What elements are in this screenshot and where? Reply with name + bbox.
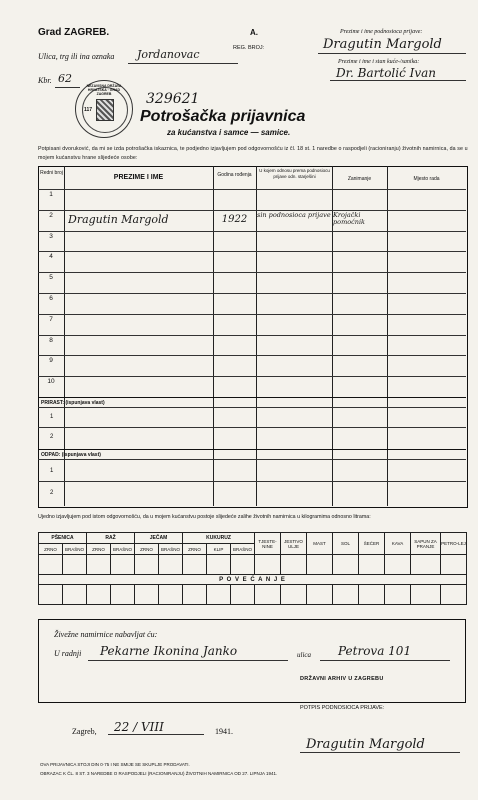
row-year[interactable] [213, 295, 256, 313]
row-relation[interactable] [257, 295, 332, 313]
stock-cell[interactable] [231, 555, 255, 575]
prirast-row-no: 2 [50, 434, 54, 440]
row-relation[interactable] [257, 191, 332, 209]
stock-sub: ZRNO [183, 544, 207, 555]
stock-increase-cell[interactable] [87, 585, 111, 605]
row-relation[interactable] [257, 357, 332, 375]
row-relation[interactable]: sin podnosioca prijave [257, 211, 331, 219]
stock-cell[interactable] [411, 555, 441, 575]
col-header-occupation: Zanimanje [347, 176, 372, 182]
row-occupation[interactable] [333, 378, 388, 396]
row-occupation[interactable] [333, 295, 388, 313]
section-label: A. [250, 28, 258, 37]
row-number: 4 [49, 253, 53, 261]
stock-cell[interactable] [207, 555, 231, 575]
table-row [38, 355, 466, 376]
owner-value[interactable]: Dr. Bartolić Ivan [336, 66, 437, 80]
stock-cell[interactable] [63, 555, 87, 575]
stock-cell[interactable] [281, 555, 307, 575]
table-row [38, 376, 466, 397]
footer-city: Zagreb, [72, 727, 97, 736]
table-row [38, 251, 466, 272]
stock-increase-cell[interactable] [231, 585, 255, 605]
row-relation[interactable] [257, 316, 332, 334]
row-number: 3 [49, 232, 53, 240]
stock-increase-cell[interactable] [307, 585, 333, 605]
col-header-no: Redni broj [40, 170, 63, 176]
row-workplace[interactable] [388, 191, 466, 209]
table-row [38, 335, 466, 356]
stock-increase-cell[interactable] [111, 585, 135, 605]
stock-sub: ZRNO [39, 544, 63, 555]
row-year[interactable] [213, 357, 256, 375]
house-no-label: Kbr. [38, 76, 52, 85]
footer-note-regulation: OBRAZAC K ČL. 8 ST. 3 NAREDBE O RASPODJELI (RACIONIRANJU) ŽIVOTNIH NAMIRNICA OD 27. LIPNJA 1941. [40, 771, 278, 776]
row-name[interactable] [68, 295, 213, 313]
row-number: 9 [49, 357, 53, 365]
street-label: Ulica, trg ili ina oznaka [38, 52, 115, 61]
row-relation[interactable] [257, 337, 332, 355]
owner-label: Prezime i ime i stan kuće-/sanika: [338, 59, 420, 65]
stock-increase-cell[interactable] [359, 585, 385, 605]
stock-cell[interactable] [333, 555, 359, 575]
stock-increase-cell[interactable] [207, 585, 231, 605]
row-year[interactable] [213, 191, 256, 209]
row-workplace[interactable] [388, 357, 466, 375]
row-name[interactable] [68, 253, 213, 271]
stock-header-tjestenine: TJESTE-NINE [255, 533, 281, 555]
row-year[interactable] [213, 337, 256, 355]
city-label: Grad ZAGREB. [38, 27, 110, 38]
odpad-row-no: 1 [50, 468, 54, 474]
table-row [38, 189, 466, 210]
stock-cell[interactable] [87, 555, 111, 575]
stock-header-raz: RAŽ [87, 533, 135, 544]
applicant-label: Prezime i ime podnosioca prijave: [340, 29, 423, 35]
footer-date[interactable]: 22 / VIII [114, 720, 164, 734]
increase-label: P O V E Ć A N J E [39, 575, 467, 585]
row-number: 8 [49, 336, 53, 344]
stock-header-kava: KAVA [385, 533, 411, 555]
row-name[interactable] [68, 337, 213, 355]
stock-sub: BRAŠNO [159, 544, 183, 555]
row-name[interactable] [68, 316, 213, 334]
signature-value[interactable]: Dragutin Margold [306, 737, 425, 752]
house-no-value[interactable]: 62 [58, 72, 72, 85]
row-workplace[interactable] [388, 378, 466, 396]
stock-cell[interactable] [159, 555, 183, 575]
row-relation[interactable] [257, 233, 332, 251]
row-occupation[interactable] [333, 274, 388, 292]
row-year[interactable] [213, 378, 256, 396]
stock-header-psenica: PŠENICA [39, 533, 87, 544]
row-relation[interactable] [257, 253, 332, 271]
form-subtitle: za kućanstva i samce — samice. [167, 128, 291, 137]
archive-stamp: DRŽAVNI ARHIV U ZAGREBU [300, 676, 384, 682]
row-occupation[interactable] [333, 316, 388, 334]
stock-sub: BRAŠNO [63, 544, 87, 555]
odpad-label: ODPAD: (ispunjava vlast) [41, 452, 101, 458]
stock-table [38, 532, 466, 605]
row-name[interactable] [68, 191, 213, 209]
footer-year: 1941. [215, 727, 233, 736]
row-occupation[interactable] [333, 337, 388, 355]
stock-increase-cell[interactable] [411, 585, 441, 605]
row-workplace[interactable] [388, 337, 466, 355]
stock-header-petrolej: PETRO-LEJ [441, 533, 467, 555]
stock-sub: BRAŠNO [111, 544, 135, 555]
stock-sub: KLIP [207, 544, 231, 555]
serial-number: 329621 [146, 91, 200, 107]
stock-increase-cell[interactable] [441, 585, 467, 605]
row-number: 6 [49, 295, 53, 302]
row-number: 7 [49, 315, 53, 323]
row-workplace[interactable] [388, 274, 466, 292]
footer-note-price: OVA PRIJAVNICA STOJI DIN 0·75 I NE SMIJE SE SKUPLJE PRODAVATI. [40, 762, 190, 767]
row-workplace[interactable] [388, 212, 466, 230]
signature-label: POTPIS PODNOSIOCA PRIJAVE: [300, 705, 385, 711]
row-relation[interactable] [257, 378, 332, 396]
coat-of-arms-icon [96, 99, 114, 121]
col-header-relation: U kojem odnosu prema podnosiocu prijave odn. starješini [259, 168, 330, 179]
stock-increase-cell[interactable] [39, 585, 63, 605]
stock-header-kukuruz: KUKURUZ [183, 533, 255, 544]
stock-cell[interactable] [255, 555, 281, 575]
stock-header-mast: MAST [307, 533, 333, 555]
stock-cell[interactable] [183, 555, 207, 575]
row-occupation[interactable] [333, 253, 388, 271]
row-occupation[interactable]: Krojački pomoćnik [333, 211, 365, 226]
stock-header-ulje: JESTIVO ULJE [281, 533, 307, 555]
stock-increase-cell[interactable] [333, 585, 359, 605]
row-occupation[interactable] [333, 191, 388, 209]
row-number: 1 [49, 191, 53, 198]
supply-street-label: ulica [297, 651, 311, 659]
intro-text: Potpisani dvoruković, da mi se izda potrošačka iskaznica, te podjedno izjavljujem pod odgovornošću iz čl. 18 st. 1 naredbe o raspodjeli (racioniranju) životnih namirnica, da se u mojem kućanstvu hrane slijedeće osobe: [38, 146, 468, 161]
stock-increase-cell[interactable] [159, 585, 183, 605]
row-name[interactable]: Dragutin Margold [68, 212, 169, 226]
stock-increase-cell[interactable] [135, 585, 159, 605]
odpad-row-no: 2 [50, 490, 54, 496]
row-year[interactable] [213, 253, 256, 271]
row-year[interactable] [213, 233, 256, 251]
stock-intro: Ujedno izjavljujem pod istom odgovornošću, da u mojem kućanstvu postoje slijedeće zalihe životnih namirnica u kilogramima odnosno litrama: [38, 514, 371, 520]
street-value[interactable]: Jordanovac [137, 48, 200, 61]
stock-increase-cell[interactable] [63, 585, 87, 605]
stock-sub: ZRNO [135, 544, 159, 555]
stock-cell[interactable] [307, 555, 333, 575]
table-row [38, 272, 466, 293]
shop-label: U radnji [54, 649, 82, 658]
stock-header-sapun: SAPUN ZA PRANJE [411, 533, 441, 555]
stock-increase-cell[interactable] [281, 585, 307, 605]
stock-increase-cell[interactable] [385, 585, 411, 605]
col-header-workplace: Mjesto rada [413, 176, 440, 182]
table-row [38, 231, 466, 252]
table-row [38, 210, 466, 231]
row-name[interactable] [68, 274, 213, 292]
stock-cell[interactable] [111, 555, 135, 575]
prirast-row-no: 1 [50, 414, 54, 420]
row-relation[interactable] [257, 274, 332, 292]
col-header-year: Godina rođenja [217, 172, 252, 178]
supply-street-value[interactable]: Petrova 101 [338, 644, 412, 658]
official-stamp: NEZAVISNA DRŽAVA HRVATSKA · GRAD ZAGREB 117 [75, 80, 133, 138]
stock-cell[interactable] [39, 555, 63, 575]
supply-intro: Živežne namirnice nabavljat ću: [54, 630, 158, 639]
stock-cell[interactable] [385, 555, 411, 575]
stock-cell[interactable] [135, 555, 159, 575]
shop-value[interactable]: Pekarne Ikonina Janko [100, 644, 238, 658]
table-row [38, 293, 466, 314]
stock-cell[interactable] [359, 555, 385, 575]
stock-increase-cell[interactable] [255, 585, 281, 605]
row-number: 5 [49, 274, 53, 282]
stock-sub: ZRNO [87, 544, 111, 555]
stock-header-jecam: JEČAM [135, 533, 183, 544]
row-workplace[interactable] [388, 295, 466, 313]
row-name[interactable] [68, 378, 213, 396]
row-occupation[interactable] [333, 357, 388, 375]
row-year[interactable] [213, 274, 256, 292]
applicant-value[interactable]: Dragutin Margold [323, 37, 442, 52]
stock-sub: BRAŠNO [231, 544, 255, 555]
form-title: Potrošačka prijavnica [140, 108, 306, 125]
prirast-label: PRIRAST: (ispunjava vlast) [41, 400, 105, 406]
stock-header-sol: SOL [333, 533, 359, 555]
row-year[interactable]: 1922 [221, 213, 248, 225]
table-row [38, 314, 466, 335]
stock-header-secer: ŠEĆER [359, 533, 385, 555]
row-name[interactable] [68, 357, 213, 375]
row-occupation[interactable] [333, 233, 388, 251]
row-number: 10 [47, 378, 55, 386]
row-name[interactable] [68, 233, 213, 251]
col-header-name: PREZIME I IME [113, 174, 164, 181]
stock-cell[interactable] [441, 555, 467, 575]
row-workplace[interactable] [388, 233, 466, 251]
row-number: 2 [49, 211, 53, 219]
row-year[interactable] [213, 316, 256, 334]
stock-increase-cell[interactable] [183, 585, 207, 605]
row-workplace[interactable] [388, 253, 466, 271]
reg-label: REG. BROJ: [233, 45, 265, 51]
stamp-text: NEZAVISNA DRŽAVA HRVATSKA · GRAD ZAGREB [86, 84, 122, 96]
row-workplace[interactable] [388, 316, 466, 334]
